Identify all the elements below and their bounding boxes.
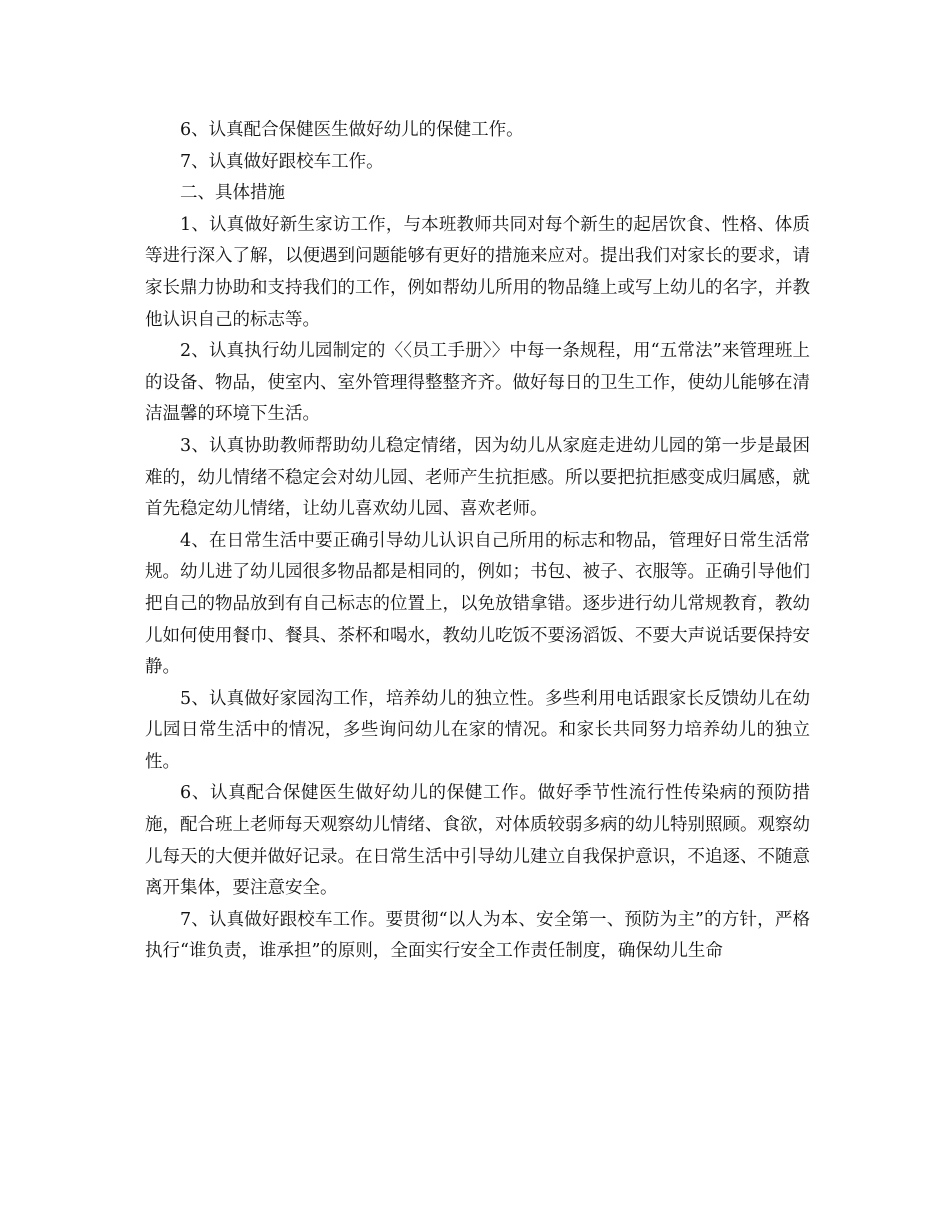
paragraph-measure-7: 7、认真做好跟校车工作。要贯彻“以人为本、安全第一、预防为主”的方针，严格执行“谁负责，谁承担”的原则，全面实行安全工作责任制度，确保幼儿生命	[145, 909, 810, 962]
document-body	[145, 115, 810, 968]
section-heading-measures: 二、具体措施	[180, 183, 285, 204]
paragraph-measure-3: 3、认真协助教师帮助幼儿稳定情绪，因为幼儿从家庭走进幼儿园的第一步是最困难的，幼儿情绪不稳定会对幼儿园、老师产生抗拒感。所以要把抗拒感变成归属感，就首先稳定幼儿情绪，让幼儿喜欢幼儿园、喜欢老师。	[145, 435, 810, 520]
paragraph-item-6-summary: 6、认真配合保健医生做好幼儿的保健工作。	[180, 120, 524, 140]
paragraph-measure-2: 2、认真执行幼儿园制定的〈〈员工手册〉〉中每一条规程，用“五常法”来管理班上的设备、物品，使室内、室外管理得整整齐齐。做好每日的卫生工作，使幼儿能够在清洁温馨的环境下生活。	[145, 341, 810, 425]
paragraph-item-7-summary: 7、认真做好跟校车工作。	[180, 151, 384, 172]
paragraph-measure-5: 5、认真做好家园沟工作，培养幼儿的独立性。多些利用电话跟家长反馈幼儿在幼儿园日常生活中的情况，多些询问幼儿在家的情况。和家长共同努力培养幼儿的独立性。	[145, 688, 810, 772]
paragraph-measure-4: 4、在日常生活中要正确引导幼儿认识自己所用的标志和物品，管理好日常生活常规。幼儿进了幼儿园很多物品都是相同的，例如；书包、被子、衣服等。正确引导他们把自己的物品放到有自己标志的位置上，以免放错拿错。逐步进行幼儿常规教育，教幼儿如何使用餐巾、餐具、茶杯和喝水，教幼儿吃饭不要汤滔饭、不要大声说话要保持安静。	[145, 530, 810, 678]
paragraph-measure-6: 6、认真配合保健医生做好幼儿的保健工作。做好季节性流行性传染病的预防措施，配合班上老师每天观察幼儿情绪、食欲，对体质较弱多病的幼儿特别照顾。观察幼儿每天的大便并做好记录。在日常生活中引导幼儿建立自我保护意识，不追逐、不随意离开集体，要注意安全。	[145, 783, 810, 899]
paragraph-measure-1: 1、认真做好新生家访工作，与本班教师共同对每个新生的起居饮食、性格、体质等进行深入了解，以便遇到问题能够有更好的措施来应对。提出我们对家长的要求，请家长鼎力协助和支持我们的工作，例如帮幼儿所用的物品缝上或写上幼儿的名字，并教他认识自己的标志等。	[145, 214, 810, 330]
